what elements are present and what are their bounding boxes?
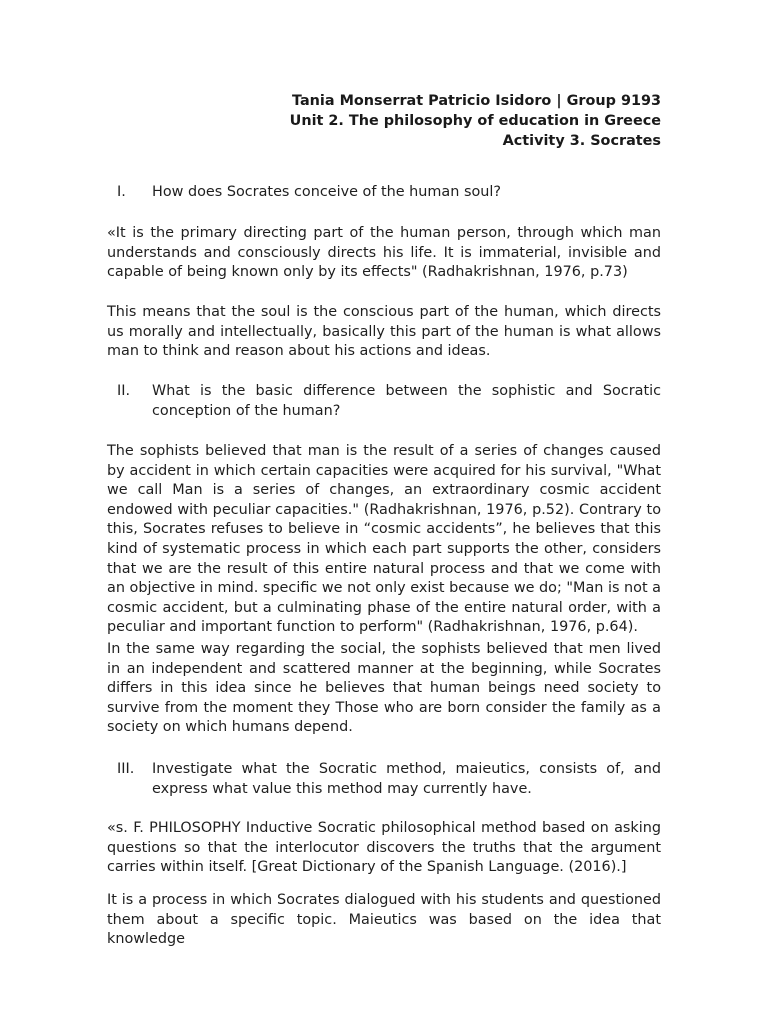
question-number: II.	[117, 383, 131, 399]
question-text: What is the basic difference between the sophistic and Socratic conception of the human?	[152, 383, 661, 419]
answer-paragraph: This means that the soul is the conscious part of the human, which directs us morally and intellectually, basically this part of the human is what allows man to think and reason about his actions and ideas.	[107, 304, 661, 360]
unit-line: Unit 2. The philosophy of education in Greece	[289, 113, 661, 129]
activity-line: Activity 3. Socrates	[502, 133, 661, 149]
question-text: Investigate what the Socratic method, maieutics, consists of, and express what value this method may currently have.	[152, 761, 661, 797]
quote-paragraph: «It is the primary directing part of the human person, through which man understands and consciously directs his life. It is immaterial, invisible and capable of being known only by its effects" (Radhakrishnan, 1976, p.73)	[107, 225, 661, 281]
answer-paragraph: It is a process in which Socrates dialogued with his students and questioned them about a specific topic. Maieutics was based on the idea that knowledge	[107, 892, 661, 948]
question-2	[107, 382, 661, 421]
question-3	[107, 760, 661, 799]
answer-paragraph: The sophists believed that man is the result of a series of changes caused by accident in which certain capacities were acquired for his survival, "What we call Man is a series of changes, an extraordinary cosmic accident endowed with peculiar capacities." (Radhakrishnan, 1976, p.52). Contrary to this, Socrates refuses to believe in “cosmic accidents”, he believes that this kind of systematic process in which each part supports the other, considers that we are the result of this entire natural process and that we come with an objective in mind. specific we not only exist because we do; "Man is not a cosmic accident, but a culminating phase of the entire natural order, with a peculiar and important function to perform" (Radhakrishnan, 1976, p.64).	[107, 443, 661, 636]
answer-paragraph: In the same way regarding the social, the sophists believed that men lived in an independent and scattered manner at the beginning, while Socrates differs in this idea since he believes that human beings need society to survive from the moment they Those who are born consider the family as a society on which humans depend.	[107, 641, 661, 736]
question-number: I.	[117, 184, 126, 200]
question-text: How does Socrates conceive of the human soul?	[152, 184, 502, 200]
author-line: Tania Monserrat Patricio Isidoro | Group 9193	[292, 93, 661, 109]
quote-paragraph: «s. F. PHILOSOPHY Inductive Socratic philosophical method based on asking questions so that the interlocutor discovers the truths that the argument carries within itself. [Great Dictionary of the Spanish Language. (2016).]	[107, 820, 661, 876]
question-number: III.	[117, 761, 135, 777]
document-header	[290, 91, 661, 151]
question-1	[107, 183, 661, 203]
